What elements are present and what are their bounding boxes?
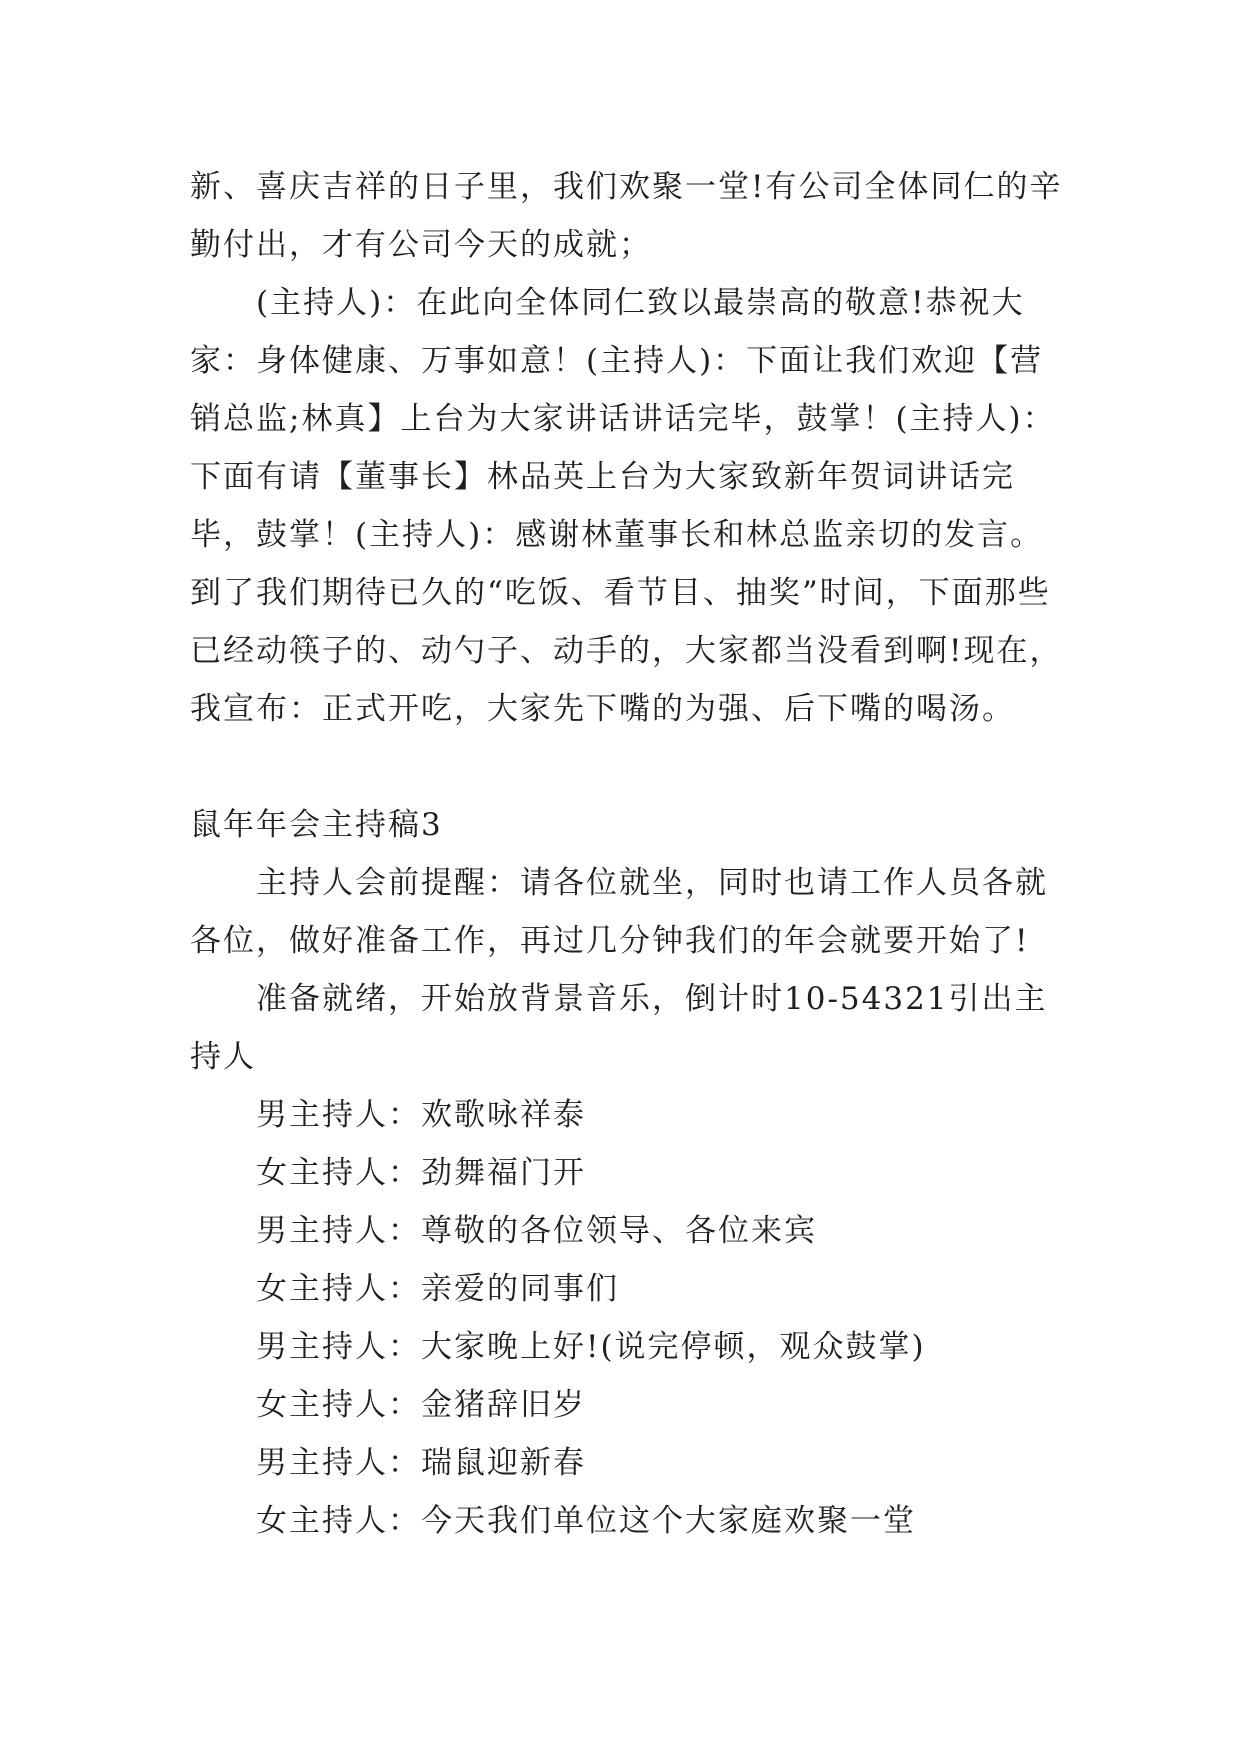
body-section-b — [190, 796, 1070, 1550]
dialogue-line: 男主持人：尊敬的各位领导、各位来宾 — [256, 1213, 817, 1249]
dialogue-line: 女主持人：劲舞福门开 — [256, 1155, 586, 1191]
paragraph: 主持人会前提醒：请各位就坐，同时也请工作人员各就各位，做好准备工作，再过几分钟我们的年会就要开始了! — [190, 865, 1048, 959]
paragraph: 新、喜庆吉祥的日子里，我们欢聚一堂!有公司全体同仁的辛勤付出，才有公司今天的成就； — [190, 169, 1063, 263]
dialogue-line: 女主持人：亲爱的同事们 — [256, 1271, 619, 1307]
dialogue-line: 女主持人：金猪辞旧岁 — [256, 1387, 586, 1423]
section-heading: 鼠年年会主持稿3 — [190, 807, 443, 843]
dialogue-line: 男主持人：大家晚上好!(说完停顿，观众鼓掌) — [256, 1329, 926, 1365]
dialogue-line: 男主持人：瑞鼠迎新春 — [256, 1445, 586, 1481]
dialogue-line: 男主持人：欢歌咏祥泰 — [256, 1097, 586, 1133]
dialogue-line: 女主持人：今天我们单位这个大家庭欢聚一堂 — [256, 1503, 916, 1539]
paragraph: 准备就绪，开始放背景音乐，倒计时10-54321引出主持人 — [190, 981, 1048, 1075]
body-section-a — [190, 158, 1070, 738]
paragraph: (主持人)：在此向全体同仁致以最崇高的敬意!恭祝大家：身体健康、万事如意！(主持人)：下面让我们欢迎【营销总监;林真】上台为大家讲话讲话完毕，鼓掌！(主持人)：下面有请【董事长】林品英上台为大家致新年贺词讲话完毕，鼓掌！(主持人)：感谢林董事长和林总监亲切的发言。到了我们期待已久的“吃饭、看节目、抽奖”时间，下面那些已经动筷子的、动勺子、动手的，大家都当没看到啊!现在，我宣布：正式开吃，大家先下嘴的为强、后下嘴的喝汤。 — [190, 285, 1063, 727]
